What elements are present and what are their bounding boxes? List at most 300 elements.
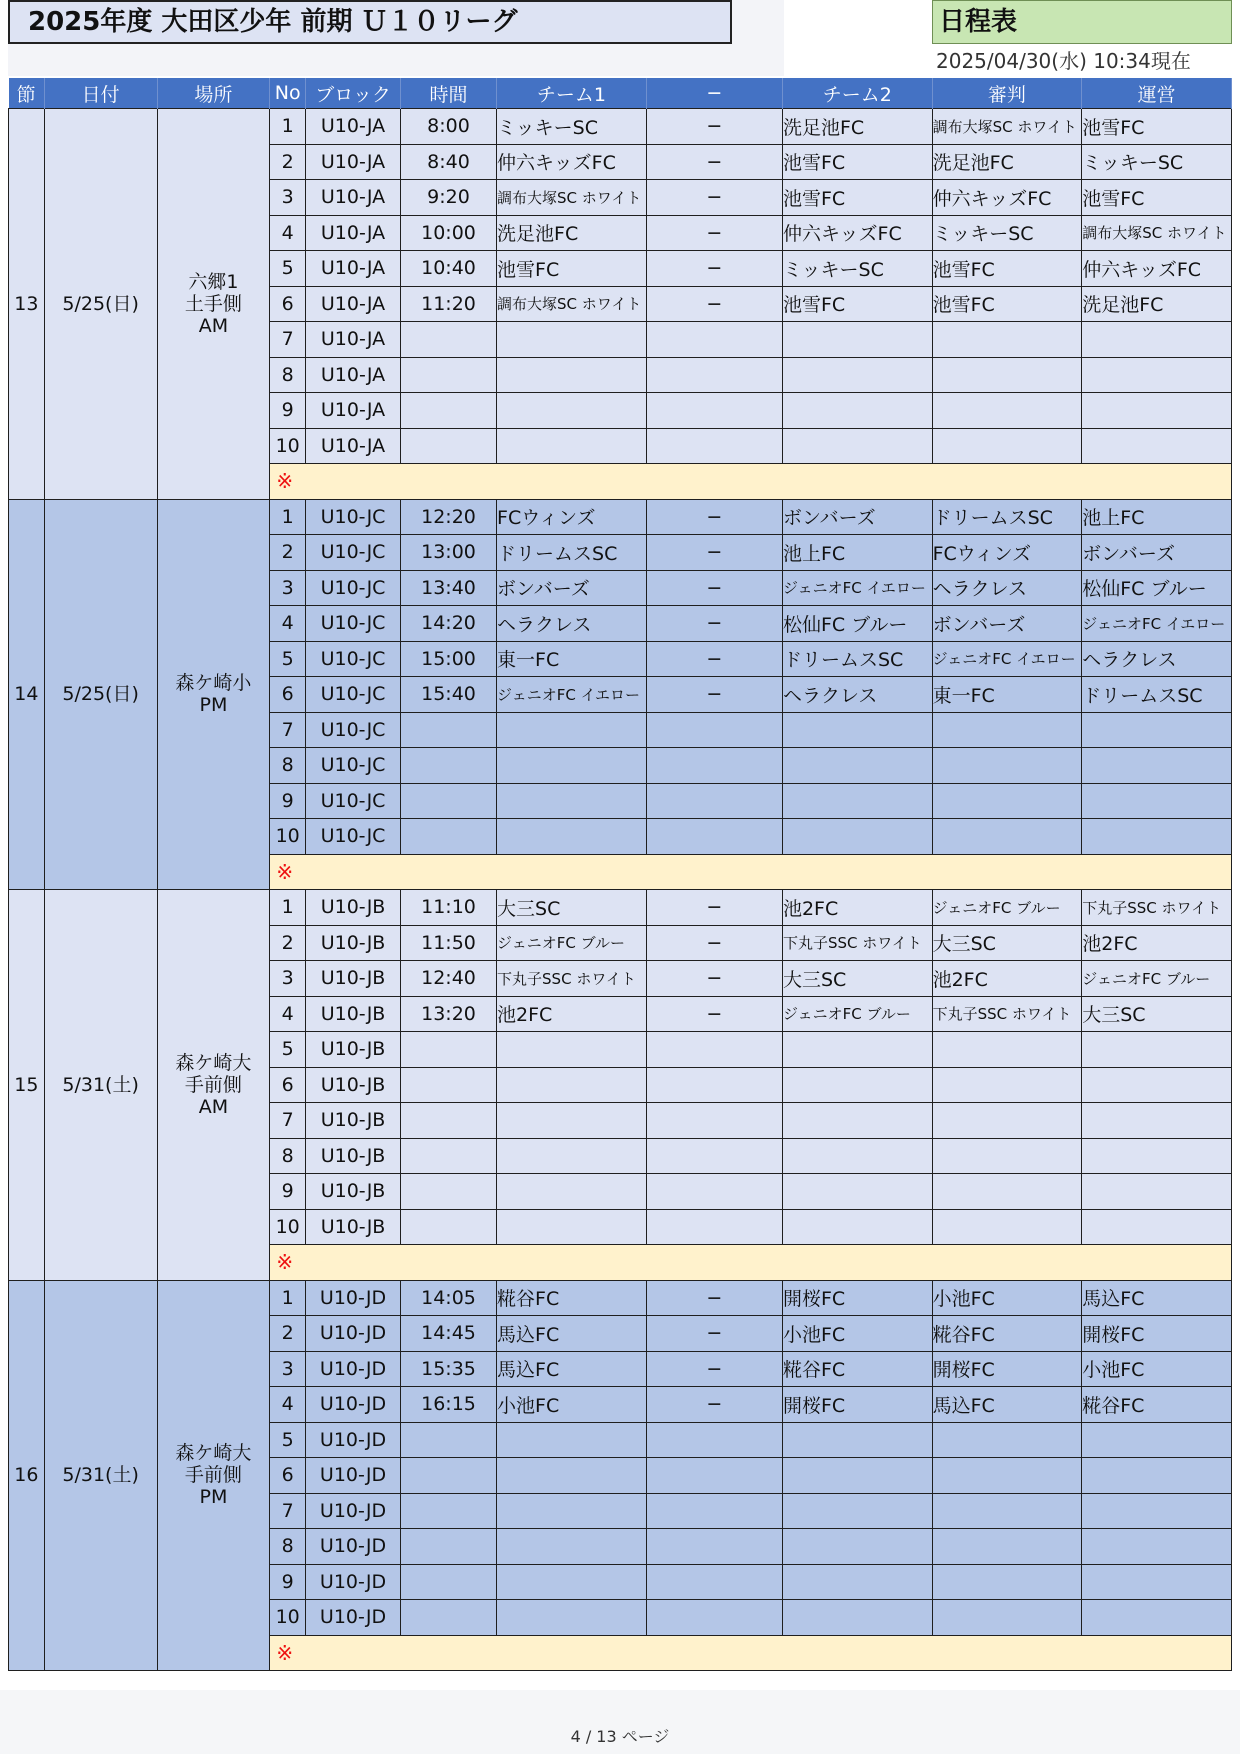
col-header-date: 日付 — [44, 78, 157, 109]
match-no-cell: 8 — [270, 748, 306, 784]
match-no-cell: 3 — [270, 961, 306, 997]
staff-cell: 仲六キッズFC — [1082, 251, 1232, 287]
versus-cell — [646, 748, 782, 784]
team1-cell: ボンバーズ — [497, 570, 647, 606]
staff-cell — [1082, 1422, 1232, 1458]
place-line: 森ケ崎大 — [175, 1442, 252, 1465]
referee-cell: ヘラクレス — [932, 570, 1082, 606]
match-no-cell: 9 — [270, 783, 306, 819]
block-cell: U10-JD — [306, 1422, 401, 1458]
setsu-cell: 14 — [9, 499, 45, 890]
time-cell: 14:05 — [400, 1280, 496, 1316]
block-cell: U10-JA — [306, 109, 401, 145]
team1-cell: ジェニオFC ブルー — [497, 925, 647, 961]
versus-cell — [646, 819, 782, 855]
staff-cell — [1082, 1493, 1232, 1529]
block-cell: U10-JB — [306, 1209, 401, 1245]
match-no-cell: 3 — [270, 570, 306, 606]
staff-cell: ジェニオFC イエロー — [1082, 606, 1232, 642]
match-no-cell: 5 — [270, 1032, 306, 1068]
referee-cell — [932, 1138, 1082, 1174]
block-cell: U10-JB — [306, 961, 401, 997]
staff-cell: ドリームスSC — [1082, 677, 1232, 713]
versus-cell — [646, 1174, 782, 1210]
time-cell — [400, 1103, 496, 1139]
team2-cell: 洗足池FC — [782, 109, 932, 145]
match-no-cell: 6 — [270, 1067, 306, 1103]
referee-cell — [932, 1564, 1082, 1600]
staff-cell: ジェニオFC ブルー — [1082, 961, 1232, 997]
versus-cell: − — [646, 535, 782, 571]
match-no-cell: 7 — [270, 322, 306, 358]
team2-cell — [782, 1529, 932, 1565]
team1-cell — [497, 393, 647, 429]
team1-cell: 馬込FC — [497, 1316, 647, 1352]
team2-cell — [782, 357, 932, 393]
time-cell — [400, 428, 496, 464]
staff-cell — [1082, 1067, 1232, 1103]
referee-cell: 池雪FC — [932, 251, 1082, 287]
staff-cell — [1082, 322, 1232, 358]
staff-cell — [1082, 1032, 1232, 1068]
staff-cell: ヘラクレス — [1082, 641, 1232, 677]
team2-cell — [782, 1493, 932, 1529]
versus-cell: − — [646, 890, 782, 926]
versus-cell: − — [646, 677, 782, 713]
team2-cell: 下丸子SSC ホワイト — [782, 925, 932, 961]
time-cell: 13:20 — [400, 996, 496, 1032]
time-cell: 15:40 — [400, 677, 496, 713]
time-cell — [400, 1067, 496, 1103]
team1-cell — [497, 322, 647, 358]
team1-cell — [497, 1600, 647, 1636]
referee-cell: 開桜FC — [932, 1351, 1082, 1387]
team2-cell — [782, 1174, 932, 1210]
time-cell — [400, 1209, 496, 1245]
col-header-dash: − — [646, 78, 782, 109]
match-no-cell: 2 — [270, 144, 306, 180]
block-cell: U10-JD — [306, 1351, 401, 1387]
place-line: AM — [198, 1095, 229, 1118]
document-type-label: 日程表 — [932, 0, 1232, 44]
col-header-time: 時間 — [400, 78, 496, 109]
block-cell: U10-JD — [306, 1280, 401, 1316]
table-row — [9, 1280, 1232, 1316]
referee-cell — [932, 1032, 1082, 1068]
team1-cell — [497, 1564, 647, 1600]
block-cell: U10-JA — [306, 251, 401, 287]
referee-cell — [932, 819, 1082, 855]
time-cell: 14:45 — [400, 1316, 496, 1352]
staff-cell — [1082, 819, 1232, 855]
staff-cell: 池2FC — [1082, 925, 1232, 961]
team2-cell: ジェニオFC ブルー — [782, 996, 932, 1032]
time-cell: 10:40 — [400, 251, 496, 287]
staff-cell: 馬込FC — [1082, 1280, 1232, 1316]
referee-cell — [932, 783, 1082, 819]
team1-cell — [497, 1209, 647, 1245]
setsu-cell: 15 — [9, 890, 45, 1281]
team1-cell — [497, 1138, 647, 1174]
title-spacer — [732, 0, 784, 44]
versus-cell: − — [646, 1351, 782, 1387]
versus-cell — [646, 1067, 782, 1103]
date-cell: 5/25(日) — [44, 499, 157, 890]
col-header-staff: 運営 — [1082, 78, 1232, 109]
versus-cell: − — [646, 925, 782, 961]
match-no-cell: 4 — [270, 1387, 306, 1423]
referee-cell — [932, 1458, 1082, 1494]
team2-cell — [782, 1564, 932, 1600]
place-line: 手前側 — [184, 1464, 242, 1487]
versus-cell — [646, 1422, 782, 1458]
time-cell: 15:35 — [400, 1351, 496, 1387]
versus-cell — [646, 393, 782, 429]
match-no-cell: 1 — [270, 109, 306, 145]
versus-cell — [646, 1600, 782, 1636]
referee-cell — [932, 357, 1082, 393]
versus-cell — [646, 428, 782, 464]
block-cell: U10-JA — [306, 322, 401, 358]
versus-cell — [646, 1458, 782, 1494]
referee-cell — [932, 393, 1082, 429]
staff-cell: 大三SC — [1082, 996, 1232, 1032]
match-no-cell: 6 — [270, 677, 306, 713]
team2-cell — [782, 1458, 932, 1494]
block-cell: U10-JC — [306, 570, 401, 606]
team1-cell — [497, 1529, 647, 1565]
schedule-table — [8, 78, 1232, 1671]
referee-cell — [932, 748, 1082, 784]
staff-cell — [1082, 1529, 1232, 1565]
team2-cell: 開桜FC — [782, 1280, 932, 1316]
time-cell — [400, 783, 496, 819]
versus-cell: − — [646, 109, 782, 145]
block-cell: U10-JC — [306, 712, 401, 748]
col-header-place: 場所 — [157, 78, 270, 109]
block-cell: U10-JB — [306, 1067, 401, 1103]
time-cell: 16:15 — [400, 1387, 496, 1423]
team2-cell — [782, 748, 932, 784]
team1-cell — [497, 1493, 647, 1529]
referee-cell: 仲六キッズFC — [932, 180, 1082, 216]
staff-cell — [1082, 1138, 1232, 1174]
team2-cell — [782, 322, 932, 358]
setsu-cell: 13 — [9, 109, 45, 500]
table-row — [9, 109, 1232, 145]
block-cell: U10-JD — [306, 1316, 401, 1352]
referee-cell: 馬込FC — [932, 1387, 1082, 1423]
match-no-cell: 8 — [270, 357, 306, 393]
versus-cell: − — [646, 606, 782, 642]
referee-cell: 調布大塚SC ホワイト — [932, 109, 1082, 145]
place-cell — [157, 1280, 270, 1671]
versus-cell: − — [646, 1387, 782, 1423]
versus-cell — [646, 1103, 782, 1139]
match-no-cell: 10 — [270, 428, 306, 464]
staff-cell — [1082, 428, 1232, 464]
staff-cell — [1082, 783, 1232, 819]
staff-cell — [1082, 1174, 1232, 1210]
staff-cell — [1082, 1209, 1232, 1245]
block-cell: U10-JC — [306, 677, 401, 713]
place-line: PM — [199, 1486, 228, 1509]
versus-cell: − — [646, 215, 782, 251]
team2-cell — [782, 393, 932, 429]
place-line: 手前側 — [184, 1073, 242, 1096]
place-cell — [157, 109, 270, 500]
col-header-team1: チーム1 — [497, 78, 647, 109]
block-cell: U10-JD — [306, 1564, 401, 1600]
block-cell: U10-JA — [306, 144, 401, 180]
header-spacer — [8, 44, 784, 76]
time-cell: 11:20 — [400, 286, 496, 322]
team1-cell — [497, 712, 647, 748]
match-no-cell: 6 — [270, 1458, 306, 1494]
match-no-cell: 2 — [270, 925, 306, 961]
match-no-cell: 5 — [270, 1422, 306, 1458]
staff-cell: 池雪FC — [1082, 180, 1232, 216]
updated-timestamp: 2025/04/30(水) 10:34現在 — [936, 49, 1191, 73]
block-cell: U10-JC — [306, 535, 401, 571]
time-cell: 12:20 — [400, 499, 496, 535]
block-cell: U10-JA — [306, 357, 401, 393]
versus-cell: − — [646, 180, 782, 216]
team1-cell — [497, 428, 647, 464]
date-cell: 5/31(土) — [44, 1280, 157, 1671]
versus-cell — [646, 1138, 782, 1174]
time-cell — [400, 1493, 496, 1529]
team2-cell: 糀谷FC — [782, 1351, 932, 1387]
date-cell: 5/25(日) — [44, 109, 157, 500]
time-cell — [400, 1458, 496, 1494]
match-no-cell: 3 — [270, 1351, 306, 1387]
staff-cell: 池上FC — [1082, 499, 1232, 535]
team2-cell: 仲六キッズFC — [782, 215, 932, 251]
referee-cell: 大三SC — [932, 925, 1082, 961]
note-mark: ※ — [270, 1635, 1232, 1671]
match-no-cell: 5 — [270, 251, 306, 287]
versus-cell: − — [646, 251, 782, 287]
referee-cell — [932, 712, 1082, 748]
team2-cell: 池雪FC — [782, 144, 932, 180]
versus-cell: − — [646, 996, 782, 1032]
block-cell: U10-JD — [306, 1458, 401, 1494]
match-no-cell: 3 — [270, 180, 306, 216]
team1-cell: 調布大塚SC ホワイト — [497, 286, 647, 322]
block-cell: U10-JA — [306, 286, 401, 322]
versus-cell: − — [646, 641, 782, 677]
time-cell — [400, 357, 496, 393]
referee-cell: ボンバーズ — [932, 606, 1082, 642]
block-cell: U10-JC — [306, 606, 401, 642]
versus-cell — [646, 357, 782, 393]
match-no-cell: 7 — [270, 1493, 306, 1529]
place-line: PM — [199, 694, 228, 717]
staff-cell: 下丸子SSC ホワイト — [1082, 890, 1232, 926]
col-header-block: ブロック — [306, 78, 401, 109]
time-cell: 12:40 — [400, 961, 496, 997]
staff-cell — [1082, 1103, 1232, 1139]
block-cell: U10-JB — [306, 925, 401, 961]
staff-cell: 洗足池FC — [1082, 286, 1232, 322]
match-no-cell: 7 — [270, 1103, 306, 1139]
time-cell: 13:40 — [400, 570, 496, 606]
match-no-cell: 5 — [270, 641, 306, 677]
versus-cell — [646, 1529, 782, 1565]
match-no-cell: 1 — [270, 1280, 306, 1316]
block-cell: U10-JD — [306, 1600, 401, 1636]
match-no-cell: 2 — [270, 1316, 306, 1352]
referee-cell — [932, 1174, 1082, 1210]
team2-cell — [782, 819, 932, 855]
match-no-cell: 10 — [270, 1209, 306, 1245]
match-no-cell: 4 — [270, 996, 306, 1032]
block-cell: U10-JA — [306, 393, 401, 429]
team2-cell: 池雪FC — [782, 286, 932, 322]
time-cell: 10:00 — [400, 215, 496, 251]
team2-cell — [782, 712, 932, 748]
block-cell: U10-JB — [306, 1174, 401, 1210]
col-header-referee: 審判 — [932, 78, 1082, 109]
team1-cell — [497, 1103, 647, 1139]
staff-cell: 池雪FC — [1082, 109, 1232, 145]
versus-cell — [646, 322, 782, 358]
time-cell — [400, 1138, 496, 1174]
team2-cell — [782, 1067, 932, 1103]
team2-cell: 大三SC — [782, 961, 932, 997]
staff-cell — [1082, 1564, 1232, 1600]
team2-cell — [782, 783, 932, 819]
staff-cell: 小池FC — [1082, 1351, 1232, 1387]
match-no-cell: 9 — [270, 1564, 306, 1600]
time-cell — [400, 322, 496, 358]
time-cell: 14:20 — [400, 606, 496, 642]
page-number: 4 / 13 ページ — [570, 1727, 670, 1746]
team1-cell: ミッキーSC — [497, 109, 647, 145]
versus-cell — [646, 783, 782, 819]
team2-cell: ボンバーズ — [782, 499, 932, 535]
page-title: 2025年度 大田区少年 前期 Ｕ１０リーグ — [8, 0, 732, 44]
staff-cell: 開桜FC — [1082, 1316, 1232, 1352]
versus-cell: − — [646, 1316, 782, 1352]
team2-cell — [782, 1600, 932, 1636]
team1-cell: FCウィンズ — [497, 499, 647, 535]
block-cell: U10-JC — [306, 499, 401, 535]
team2-cell — [782, 1103, 932, 1139]
note-mark: ※ — [270, 1245, 1232, 1281]
team2-cell: 池上FC — [782, 535, 932, 571]
team1-cell: 調布大塚SC ホワイト — [497, 180, 647, 216]
block-cell: U10-JC — [306, 783, 401, 819]
team1-cell — [497, 1458, 647, 1494]
place-cell — [157, 499, 270, 890]
versus-cell: − — [646, 499, 782, 535]
referee-cell — [932, 322, 1082, 358]
time-cell — [400, 819, 496, 855]
team1-cell: ドリームスSC — [497, 535, 647, 571]
team1-cell — [497, 1032, 647, 1068]
versus-cell: − — [646, 286, 782, 322]
block-cell: U10-JB — [306, 996, 401, 1032]
staff-cell: ミッキーSC — [1082, 144, 1232, 180]
team1-cell — [497, 819, 647, 855]
schedule-body — [9, 109, 1232, 1671]
versus-cell: − — [646, 1280, 782, 1316]
block-cell: U10-JD — [306, 1493, 401, 1529]
place-line: 土手側 — [184, 292, 242, 315]
match-no-cell: 9 — [270, 393, 306, 429]
col-header-team2: チーム2 — [782, 78, 932, 109]
team1-cell: 大三SC — [497, 890, 647, 926]
team1-cell: 下丸子SSC ホワイト — [497, 961, 647, 997]
time-cell: 8:40 — [400, 144, 496, 180]
staff-cell: 調布大塚SC ホワイト — [1082, 215, 1232, 251]
referee-cell: 洗足池FC — [932, 144, 1082, 180]
time-cell — [400, 712, 496, 748]
match-no-cell: 4 — [270, 606, 306, 642]
versus-cell — [646, 1032, 782, 1068]
referee-cell — [932, 1600, 1082, 1636]
team2-cell — [782, 428, 932, 464]
match-no-cell: 1 — [270, 890, 306, 926]
team1-cell — [497, 783, 647, 819]
team2-cell: 池2FC — [782, 890, 932, 926]
staff-cell — [1082, 748, 1232, 784]
referee-cell: 池雪FC — [932, 286, 1082, 322]
match-no-cell: 2 — [270, 535, 306, 571]
referee-cell — [932, 1493, 1082, 1529]
team1-cell: 仲六キッズFC — [497, 144, 647, 180]
team2-cell — [782, 1032, 932, 1068]
time-cell: 11:50 — [400, 925, 496, 961]
match-no-cell: 8 — [270, 1529, 306, 1565]
referee-cell: 東一FC — [932, 677, 1082, 713]
match-no-cell: 7 — [270, 712, 306, 748]
referee-cell — [932, 1422, 1082, 1458]
match-no-cell: 10 — [270, 1600, 306, 1636]
team1-cell — [497, 1422, 647, 1458]
team1-cell: 池雪FC — [497, 251, 647, 287]
time-cell — [400, 1600, 496, 1636]
referee-cell — [932, 1209, 1082, 1245]
block-cell: U10-JB — [306, 1032, 401, 1068]
team1-cell — [497, 357, 647, 393]
referee-cell — [932, 1529, 1082, 1565]
staff-cell: ボンバーズ — [1082, 535, 1232, 571]
referee-cell: ミッキーSC — [932, 215, 1082, 251]
team2-cell: 池雪FC — [782, 180, 932, 216]
place-cell — [157, 890, 270, 1281]
block-cell: U10-JB — [306, 1103, 401, 1139]
versus-cell — [646, 1209, 782, 1245]
team1-cell: 東一FC — [497, 641, 647, 677]
staff-cell: 松仙FC ブルー — [1082, 570, 1232, 606]
time-cell — [400, 393, 496, 429]
team2-cell: 開桜FC — [782, 1387, 932, 1423]
versus-cell: − — [646, 144, 782, 180]
time-cell: 15:00 — [400, 641, 496, 677]
referee-cell — [932, 1067, 1082, 1103]
versus-cell — [646, 1564, 782, 1600]
referee-cell: ジェニオFC イエロー — [932, 641, 1082, 677]
referee-cell: 池2FC — [932, 961, 1082, 997]
team1-cell: 小池FC — [497, 1387, 647, 1423]
table-header-row — [9, 78, 1232, 109]
team2-cell: 小池FC — [782, 1316, 932, 1352]
team2-cell: 松仙FC ブルー — [782, 606, 932, 642]
place-line: 森ケ崎大 — [175, 1051, 252, 1074]
